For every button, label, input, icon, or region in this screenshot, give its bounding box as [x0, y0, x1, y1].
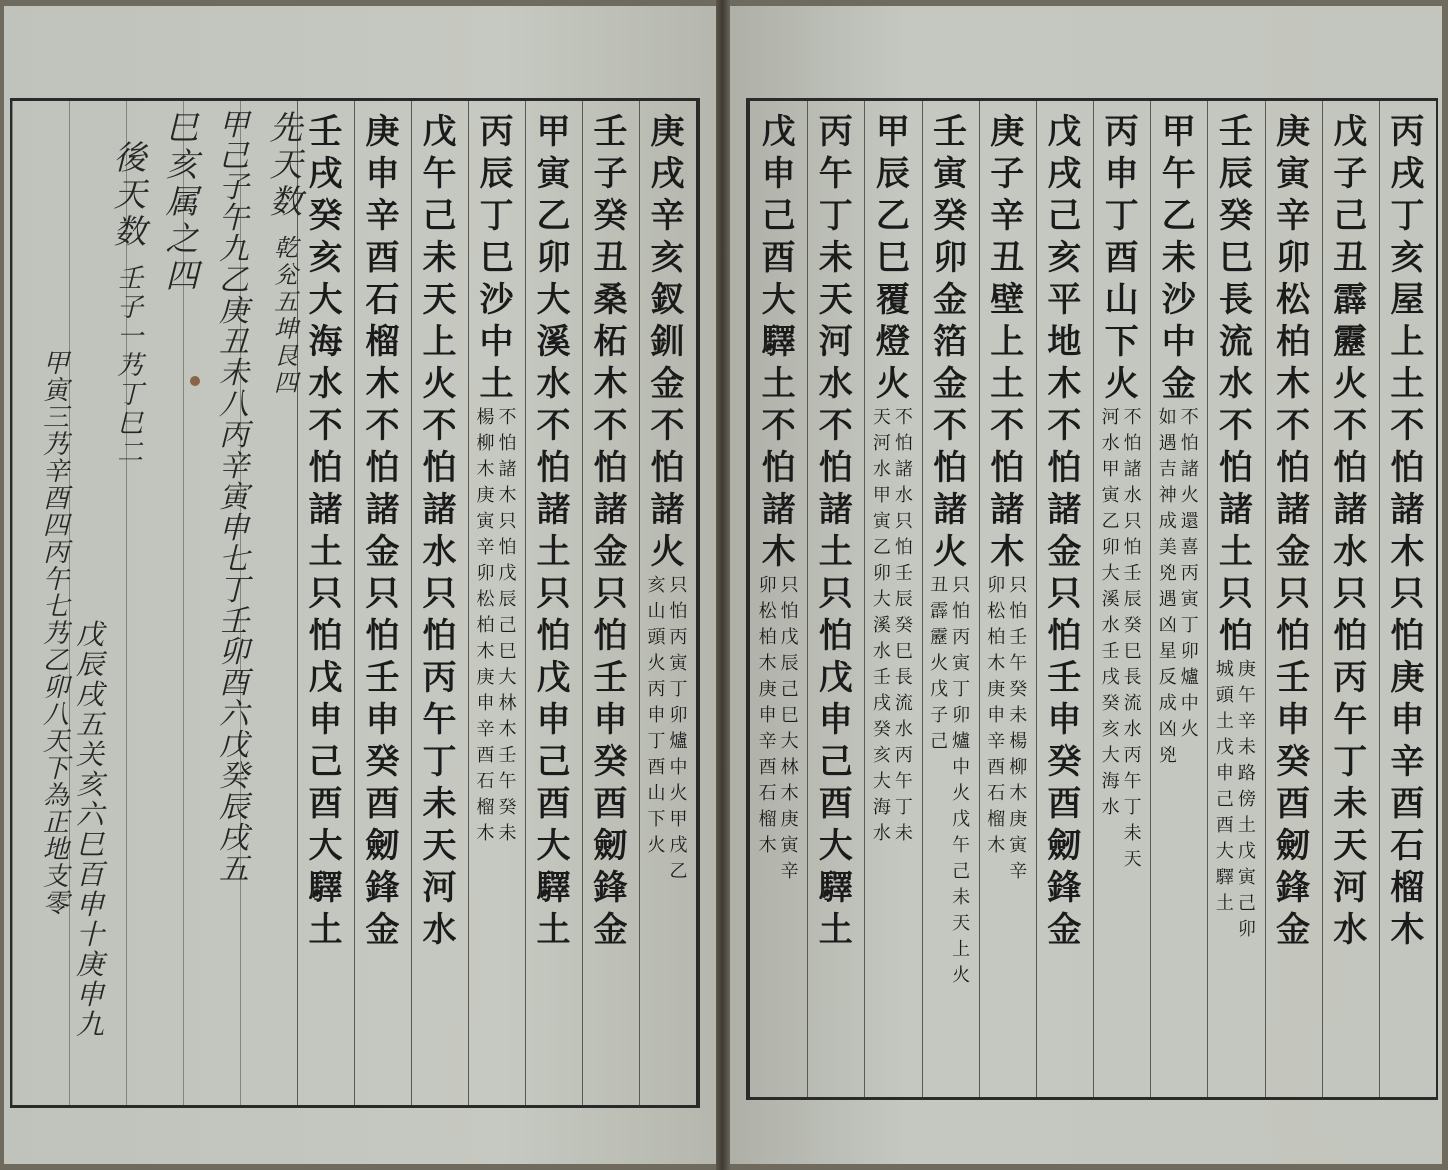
text-column: [582, 101, 639, 1105]
note-line: 丑 霹 靂 火 戊 子 己: [930, 575, 949, 752]
note-line: 如 遇 吉 神 成 美 兇 遇 凶 星 反 成 凶 兇: [1158, 407, 1177, 766]
text-column: [1379, 101, 1436, 1097]
column-rule: [1150, 101, 1151, 1097]
annotation-notes: [1216, 661, 1256, 947]
main-text: 甲 午 乙 未 沙 中 金: [1161, 112, 1196, 404]
main-text: 戊 子 己 丑 霹 靂 火 不 怕 諸 水 只 怕 丙 午 丁 未 天 河 水: [1333, 112, 1368, 950]
text-column: [1093, 101, 1150, 1097]
text-column: [1036, 101, 1093, 1097]
annotation-notes: [873, 409, 913, 851]
note-line: 城 頭 土 戊 申 己 酉 大 驛 土: [1215, 659, 1234, 914]
note-line: 不 怕 諸 水 只 怕 壬 辰 癸 巳 長 流 水 丙 午 丁 未: [894, 407, 913, 844]
note-line: 只 怕 丙 寅 丁 卯 爐 中 火 甲 戌 乙: [669, 575, 688, 882]
column-rule: [411, 101, 412, 1105]
note-line: 卯 松 柏 木 庚 申 辛 酉 石 榴 木: [987, 575, 1006, 856]
column-rule: [979, 101, 980, 1097]
column-rule: [525, 101, 526, 1105]
handwritten-text: 戊 辰 戌 五 关 亥 六 巳 百 申 十 庚 申 九: [75, 618, 104, 1041]
handwritten-note: [208, 101, 260, 1105]
handwritten-note: [258, 101, 314, 1105]
note-line: 不 怕 諸 火 還 喜 丙 寅 丁 卯 爐 中 火: [1180, 407, 1199, 740]
column-rule: [468, 101, 469, 1105]
text-column: [354, 101, 411, 1105]
column-rule: [582, 101, 583, 1105]
handwritten-text: 先 天 数: [269, 108, 303, 221]
note-line: 只 怕 戊 辰 己 巳 大 林 木 庚 寅 辛: [780, 575, 799, 882]
text-column: [750, 101, 807, 1097]
note-line: 不 怕 諸 水 只 怕 壬 辰 癸 巳 長 流 水 丙 午 丁 未 天: [1123, 407, 1142, 870]
left-page-frame: [10, 98, 700, 1108]
note-line: 楊 柳 木 庚 寅 辛 卯 松 柏 木 庚 申 辛 酉 石 榴 木: [476, 407, 495, 844]
annotation-notes: [1159, 409, 1199, 773]
handwritten-text: 後 天 数: [113, 138, 147, 251]
column-rule: [1379, 101, 1380, 1097]
column-rule: [1207, 101, 1208, 1097]
handwritten-note: [70, 101, 110, 1105]
handwritten-subtext: 乾 兊 五 坤 艮 四: [274, 234, 298, 397]
main-text: 丙 申 丁 酉 山 下 火: [1104, 112, 1139, 404]
note-line: 只 怕 壬 午 癸 未 楊 柳 木 庚 寅 辛: [1009, 575, 1028, 882]
annotation-notes: [759, 577, 799, 889]
annotation-notes: [930, 577, 970, 993]
main-text: 庚 申 辛 酉 石 榴 木 不 怕 諸 金 只 怕 壬 申 癸 酉 劒 鋒 金: [365, 112, 400, 950]
column-rule: [639, 101, 640, 1105]
handwritten-note: [104, 101, 156, 1105]
handwritten-text: 巳 亥 属 之 四: [165, 108, 199, 295]
text-column: [639, 101, 696, 1105]
main-text: 庚 寅 辛 卯 松 柏 木 不 怕 諸 金 只 怕 壬 申 癸 酉 劒 鋒 金: [1276, 112, 1311, 950]
annotation-notes: [477, 409, 517, 851]
note-line: 庚 午 辛 未 路 傍 土 戊 寅 己 卯: [1237, 659, 1256, 940]
annotation-notes: [1102, 409, 1142, 877]
note-line: 不 怕 諸 木 只 怕 戊 辰 己 巳 大 林 木 壬 午 癸 未: [498, 407, 517, 844]
main-text: 壬 戌 癸 亥 大 海 水 不 怕 諸 土 只 怕 戊 申 己 酉 大 驛 土: [308, 112, 343, 950]
column-rule: [1093, 101, 1094, 1097]
text-column: [807, 101, 864, 1097]
column-rule: [12, 101, 13, 1105]
handwritten-text: 甲 寅 三 艿 辛 酉 四 丙 午 七 艿 乙 卯 八 天 下 為 正 地 支 零: [42, 349, 69, 919]
text-column: [922, 101, 979, 1097]
note-line: 只 怕 丙 寅 丁 卯 爐 中 火 戊 午 己 未 天 上 火: [952, 575, 971, 986]
text-column: [1207, 101, 1264, 1097]
main-text: 壬 辰 癸 巳 長 流 水 不 怕 諸 土 只 怕: [1218, 112, 1253, 656]
main-text: 壬 子 癸 丑 桑 柘 木 不 怕 諸 金 只 怕 壬 申 癸 酉 劒 鋒 金: [593, 112, 628, 950]
main-text: 丙 午 丁 未 天 河 水 不 怕 諸 土 只 怕 戊 申 己 酉 大 驛 土: [818, 112, 853, 950]
text-column: [525, 101, 582, 1105]
text-column: [1265, 101, 1322, 1097]
note-line: 亥 山 頭 火 丙 申 丁 酉 山 下 火: [647, 575, 666, 856]
handwritten-note: [158, 101, 206, 1105]
main-text: 甲 辰 乙 巳 覆 燈 火: [875, 112, 910, 404]
text-column: [1150, 101, 1207, 1097]
column-rule: [1322, 101, 1323, 1097]
column-rule: [354, 101, 355, 1105]
main-text: 戊 午 己 未 天 上 火 不 怕 諸 水 只 怕 丙 午 丁 未 天 河 水: [422, 112, 457, 950]
right-page-frame: [746, 98, 1438, 1100]
main-text: 戊 申 己 酉 大 驛 土 不 怕 諸 木: [761, 112, 796, 572]
main-text: 壬 寅 癸 卯 金 箔 金 不 怕 諸 火: [933, 112, 968, 572]
column-rule: [1265, 101, 1266, 1097]
annotation-notes: [987, 577, 1027, 889]
main-text: 庚 戌 辛 亥 釵 釧 金 不 怕 諸 火: [650, 112, 685, 572]
book-gutter: [716, 0, 730, 1170]
handwritten-note: [36, 101, 76, 1105]
note-line: 卯 松 柏 木 庚 申 辛 酉 石 榴 木: [758, 575, 777, 856]
main-text: 戊 戌 己 亥 平 地 木 不 怕 諸 金 只 怕 壬 申 癸 酉 劒 鋒 金: [1047, 112, 1082, 950]
handwritten-text: 甲 己 子 午 九 乙 庚 丑 未 八 丙 辛 寅 申 七 丁 壬 卯 酉 六 戊 癸 辰 戌 五: [219, 108, 249, 887]
text-column: [468, 101, 525, 1105]
annotation-notes: [648, 577, 688, 889]
main-text: 丙 戌 丁 亥 屋 上 土 不 怕 諸 木 只 怕 庚 申 辛 酉 石 榴 木: [1390, 112, 1425, 950]
text-column: [864, 101, 921, 1097]
note-line: 河 水 甲 寅 乙 卯 大 溪 水 壬 戌 癸 亥 大 海 水: [1101, 407, 1120, 818]
ink-stain: [190, 376, 200, 386]
text-column: [1322, 101, 1379, 1097]
column-rule: [1036, 101, 1037, 1097]
main-text: 丙 辰 丁 巳 沙 中 土: [479, 112, 514, 404]
text-column: [979, 101, 1036, 1097]
column-rule: [922, 101, 923, 1097]
note-line: 天 河 水 甲 寅 乙 卯 大 溪 水 壬 戌 癸 亥 大 海 水: [872, 407, 891, 844]
main-text: 庚 子 辛 丑 壁 上 土 不 怕 諸 木: [990, 112, 1025, 572]
main-text: 甲 寅 乙 卯 大 溪 水 不 怕 諸 土 只 怕 戊 申 己 酉 大 驛 土: [536, 112, 571, 950]
handwritten-subtext: 壬 子 一 艿 丁 巳 二: [116, 264, 143, 468]
text-column: [411, 101, 468, 1105]
column-rule: [807, 101, 808, 1097]
column-rule: [864, 101, 865, 1097]
